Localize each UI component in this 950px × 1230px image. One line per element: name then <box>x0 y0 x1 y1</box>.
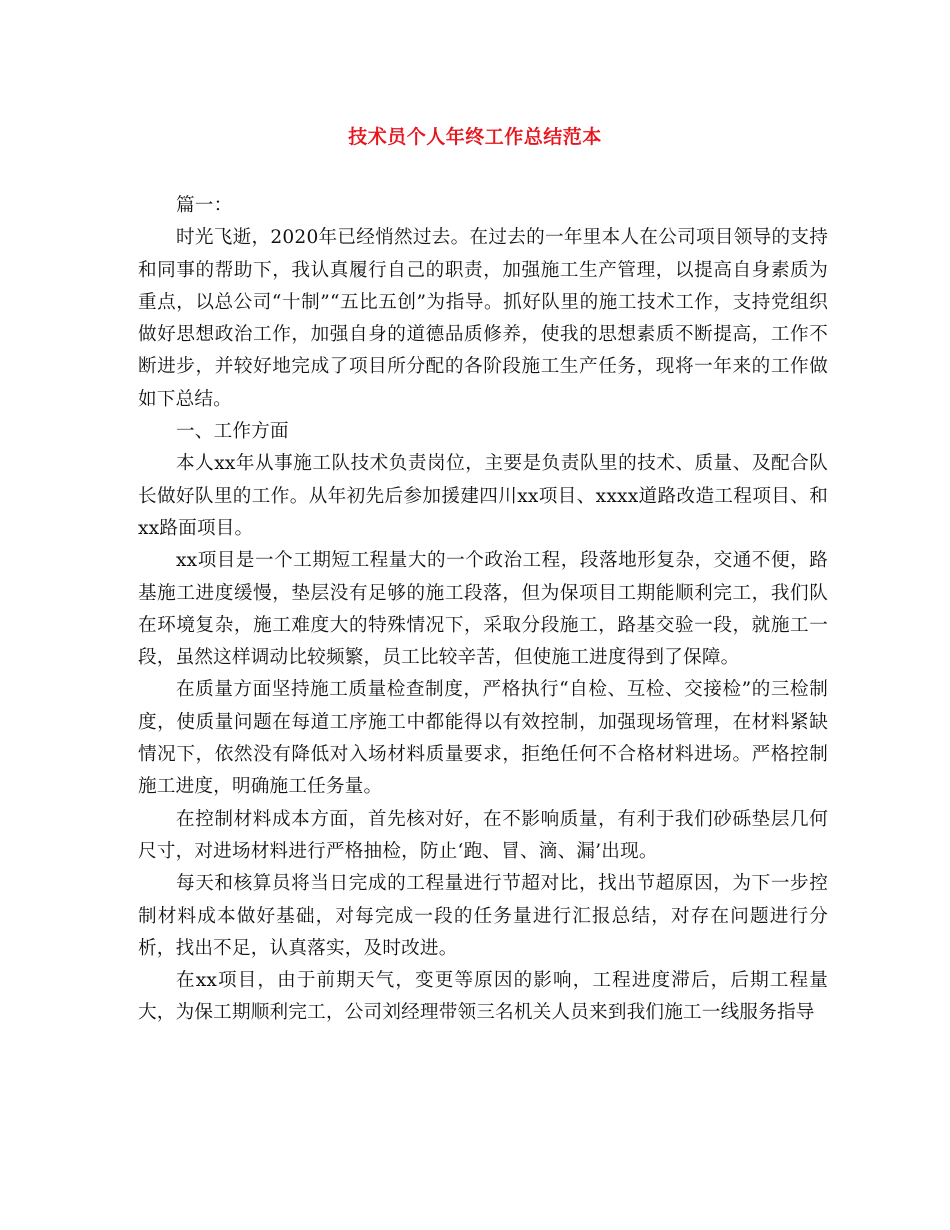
paragraph-heading-work: 一、工作方面 <box>176 421 289 443</box>
paragraph-quality: 在质量方面坚持施工质量检查制度，严格执行“自检、互检、交接检”的三检制度，使质量问题在每道工序施工中都能得以有效控制，加强现场管理，在材料紧缺情况下，依然没有降低对入场材料质量要求，拒绝任何不合格材料进场。严格控制施工进度，明确施工任务量。 <box>138 679 828 798</box>
document-title: 技术员个人年终工作总结范本 <box>348 126 602 148</box>
paragraph-role: 本人xx年从事施工队技术负责岗位，主要是负责队里的技术、质量、及配合队长做好队里的工作。从年初先后参加援建四川xx项目、xxxx道路改造工程项目、和xx路面项目。 <box>138 453 828 539</box>
paragraph-cost-control: 在控制材料成本方面，首先核对好，在不影响质量，有利于我们砂砾垫层几何尺寸，对进场材料进行严格抽检，防止‘跑、冒、滴、漏’出现。 <box>138 808 828 862</box>
document-body <box>138 190 828 1030</box>
paragraph-schedule: 在xx项目，由于前期天气，变更等原因的影响，工程进度滞后，后期工程量大，为保工期顺利完工，公司刘经理带领三名机关人员来到我们施工一线服务指导 <box>138 970 828 1024</box>
paragraph-section-label: 篇一： <box>176 195 233 216</box>
paragraph-project: xx项目是一个工期短工程量大的一个政治工程，段落地形复杂，交通不便，路基施工进度缓慢，垫层没有足够的施工段落，但为保项目工期能顺利完工，我们队在环境复杂，施工难度大的特殊情况下，采取分段施工，路基交验一段，就施工一段，虽然这样调动比较频繁，员工比较辛苦，但使施工进度得到了保障。 <box>138 550 828 669</box>
paragraph-intro: 时光飞逝，2020年已经悄然过去。在过去的一年里本人在公司项目领导的支持和同事的帮助下，我认真履行自己的职责，加强施工生产管理，以提高自身素质为重点，以总公司“十制”“五比五创”为指导。抓好队里的施工技术工作，支持党组织做好思想政治工作，加强自身的道德品质修养，使我的思想素质不断提高，工作不断进步，并较好地完成了项目所分配的各阶段施工生产任务，现将一年来的工作做如下总结。 <box>138 227 828 410</box>
paragraph-daily-review: 每天和核算员将当日完成的工程量进行节超对比，找出节超原因，为下一步控制材料成本做好基础，对每完成一段的任务量进行汇报总结，对存在问题进行分析，找出不足，认真落实，及时改进。 <box>138 873 828 959</box>
